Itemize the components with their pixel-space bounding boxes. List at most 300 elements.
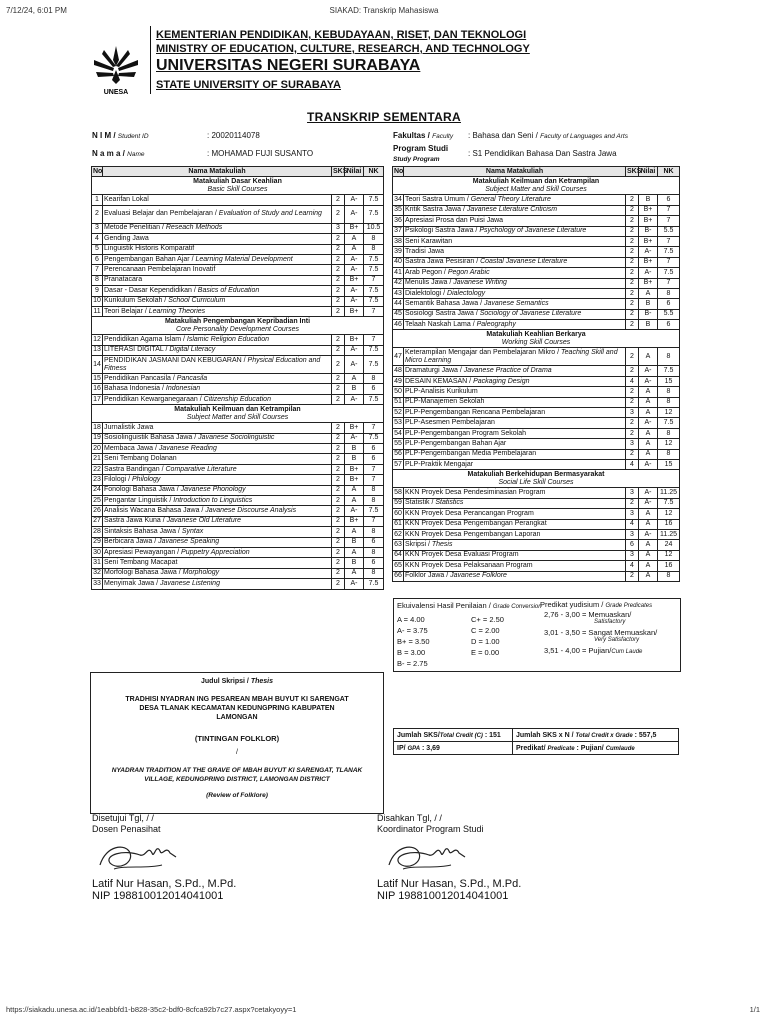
course-row — [393, 387, 680, 397]
course-grade: A- — [639, 376, 658, 386]
course-grade: B- — [639, 226, 658, 236]
course-name: KKN Proyek Desa Pelaksanaan Program — [404, 561, 626, 571]
course-sks: 3 — [332, 223, 345, 233]
course-grade: A — [345, 568, 364, 578]
grade-conversion-item: A- = 3.75 — [397, 626, 428, 635]
course-no: 50 — [393, 387, 404, 397]
course-name: Sastra Jawa Pesisiran / Coastal Javanese Literature — [404, 257, 626, 267]
predicate-label: = Memuaskan/ — [581, 610, 632, 619]
predicate-label: = Sangat Memuaskan/ — [581, 628, 658, 637]
course-name: PLP-Praktik Mengajar — [404, 459, 626, 469]
course-no: 28 — [92, 527, 103, 537]
course-sks: 2 — [332, 495, 345, 505]
course-row — [92, 254, 384, 264]
equivalence-col1 — [397, 614, 430, 669]
course-nk: 12 — [658, 550, 680, 560]
course-grade: A — [639, 397, 658, 407]
course-nk: 16 — [658, 519, 680, 529]
course-nk: 12 — [658, 439, 680, 449]
course-sks: 2 — [626, 366, 639, 376]
course-no: 43 — [393, 288, 404, 298]
course-row — [92, 495, 384, 505]
course-nk: 7 — [658, 257, 680, 267]
course-nk: 8 — [658, 397, 680, 407]
course-name: Pendidikan Kewarganegaraan / Citizenship Education — [103, 394, 332, 404]
thesis-label: Judul Skripsi / Thesis — [201, 678, 273, 685]
course-row — [393, 268, 680, 278]
course-sks: 2 — [626, 498, 639, 508]
course-no: 62 — [393, 529, 404, 539]
course-no: 20 — [92, 444, 103, 454]
course-nk: 7.5 — [364, 205, 384, 223]
course-grade: A- — [345, 195, 364, 205]
course-sks: 2 — [332, 568, 345, 578]
course-sks: 2 — [626, 236, 639, 246]
course-no: 15 — [92, 374, 103, 384]
course-no: 38 — [393, 236, 404, 246]
course-row — [92, 234, 384, 244]
course-grade: A — [345, 234, 364, 244]
coordinator-role: Koordinator Program Studi — [377, 824, 484, 834]
gpa-cell: IP/ GPA : 3,69 — [394, 742, 513, 755]
course-nk: 7.5 — [364, 356, 384, 374]
course-name: Arab Pegon / Pegon Arabic — [404, 268, 626, 278]
course-sks: 2 — [332, 475, 345, 485]
course-row — [92, 423, 384, 433]
course-name: PLP-Asesmen Pembelajaran — [404, 418, 626, 428]
course-sks: 3 — [626, 408, 639, 418]
faculty-label: Fakultas / Faculty — [393, 131, 454, 140]
course-grade: A — [345, 527, 364, 537]
course-grade: A — [345, 485, 364, 495]
equivalence-col2 — [471, 614, 504, 658]
course-name: Dasar - Dasar Kependidikan / Basics of Education — [103, 286, 332, 296]
course-row — [92, 464, 384, 474]
course-no: 17 — [92, 394, 103, 404]
course-no: 41 — [393, 268, 404, 278]
course-grade: B — [639, 299, 658, 309]
predicate-label: = Pujian/ — [581, 646, 612, 655]
table-header-row — [393, 167, 680, 177]
course-row — [393, 348, 680, 366]
course-no: 18 — [92, 423, 103, 433]
header-col-no: No — [92, 167, 103, 177]
course-name: Menyimak Jawa / Javanese Listening — [103, 579, 332, 589]
course-sks: 2 — [626, 320, 639, 330]
course-sks: 2 — [332, 345, 345, 355]
course-nk: 7 — [364, 335, 384, 345]
course-name: Apresiasi Pewayangan / Puppetry Appreciation — [103, 547, 332, 557]
course-row — [92, 433, 384, 443]
course-grade: B+ — [639, 236, 658, 246]
course-sks: 4 — [626, 561, 639, 571]
course-name: Kurikulum Sekolah / School Curriculum — [103, 296, 332, 306]
course-name: Pengembangan Bahan Ajar / Learning Material Development — [103, 254, 332, 264]
course-grade: A- — [345, 579, 364, 589]
course-row — [92, 506, 384, 516]
course-no: 58 — [393, 488, 404, 498]
course-row — [92, 195, 384, 205]
course-grade: B — [639, 195, 658, 205]
course-sks: 2 — [332, 335, 345, 345]
program-label: Program Studi Study Program — [393, 144, 449, 163]
course-nk: 7.5 — [364, 345, 384, 355]
course-name: PLP-Analisis Kurikulum — [404, 387, 626, 397]
course-nk: 7 — [364, 516, 384, 526]
course-sks: 2 — [332, 547, 345, 557]
coordinator-signature-mark — [385, 835, 475, 875]
course-sks: 2 — [626, 387, 639, 397]
course-row — [393, 288, 680, 298]
course-no: 1 — [92, 195, 103, 205]
course-nk: 24 — [658, 540, 680, 550]
course-no: 11 — [92, 306, 103, 316]
total-credit-grade-cell: Jumlah SKS x N / Total Credit x Grade : 557,5 — [513, 729, 679, 742]
course-no: 32 — [92, 568, 103, 578]
thesis-title-en: NYADRAN TRADITION AT THE GRAVE OF MBAH BUYUT KI SARENGAT, TLANAK VILLAGE, KEDUNGPRING DISTRICT, LAMONGAN DISTRICT — [111, 767, 363, 783]
totals-table — [393, 728, 679, 755]
course-name: Kearifan Lokal — [103, 195, 332, 205]
section-title — [92, 177, 384, 195]
course-row — [393, 449, 680, 459]
course-row — [393, 540, 680, 550]
course-row — [393, 366, 680, 376]
predicate-range: 3,01 - 3,50 — [544, 628, 582, 637]
course-row — [393, 247, 680, 257]
grade-conversion-item: B+ = 3.50 — [397, 637, 430, 646]
course-name: DESAIN KEMASAN / Packaging Design — [404, 376, 626, 386]
section-title-en: Working Skill Courses — [501, 338, 571, 346]
course-name: KKN Proyek Desa Perancangan Program — [404, 509, 626, 519]
svg-text:UNESA: UNESA — [103, 89, 129, 96]
section-title-id: Matakuliah Dasar Keahlian — [193, 177, 282, 185]
course-grade: A — [639, 449, 658, 459]
course-nk: 7 — [364, 275, 384, 285]
course-name: Semantik Bahasa Jawa / Javanese Semantics — [404, 299, 626, 309]
grade-conversion-item: C+ = 2.50 — [471, 615, 504, 624]
course-sks: 2 — [626, 397, 639, 407]
course-row — [92, 384, 384, 394]
course-name: PLP-Pengembangan Media Pembelajaran — [404, 449, 626, 459]
course-no: 29 — [92, 537, 103, 547]
course-name: Linguistik Historis Komparatif — [103, 244, 332, 254]
institution-header — [156, 28, 530, 92]
course-row — [393, 278, 680, 288]
course-grade: B — [345, 454, 364, 464]
course-nk: 7 — [364, 464, 384, 474]
header-col-nk: NK — [658, 167, 680, 177]
course-sks: 2 — [332, 296, 345, 306]
course-nk: 8 — [658, 348, 680, 366]
advisor-role: Dosen Penasihat — [92, 824, 161, 834]
section-title-id: Matakuliah Pengembangan Kepribadian Inti — [164, 317, 311, 325]
signature-advisor — [92, 813, 292, 902]
course-name: Teori Sastra Umum / General Theory Literature — [404, 195, 626, 205]
course-no: 47 — [393, 348, 404, 366]
course-sks: 2 — [626, 278, 639, 288]
section-title — [393, 470, 680, 488]
course-name: Pranatacara — [103, 275, 332, 285]
course-grade: A- — [639, 268, 658, 278]
course-no: 10 — [92, 296, 103, 306]
course-grade: A- — [639, 498, 658, 508]
course-name: Berbicara Jawa / Javanese Speaking — [103, 537, 332, 547]
course-no: 37 — [393, 226, 404, 236]
course-sks: 2 — [332, 234, 345, 244]
university-name-id: UNIVERSITAS NEGERI SURABAYA — [156, 57, 421, 74]
course-row — [393, 509, 680, 519]
course-no: 53 — [393, 418, 404, 428]
course-grade: A- — [345, 433, 364, 443]
course-row — [92, 394, 384, 404]
course-no: 5 — [92, 244, 103, 254]
print-timestamp: 7/12/24, 6:01 PM — [6, 6, 67, 15]
course-no: 65 — [393, 561, 404, 571]
course-name: Bahasa Indonesia / Indonesian — [103, 384, 332, 394]
header-col-no: No — [393, 167, 404, 177]
course-no: 45 — [393, 309, 404, 319]
course-row — [393, 299, 680, 309]
course-row — [92, 579, 384, 589]
course-name: Metode Penelitian / Reseach Methods — [103, 223, 332, 233]
course-row — [92, 527, 384, 537]
course-name: Folklor Jawa / Javanese Folklore — [404, 571, 626, 581]
thesis-sub-en: (Review of Folklore) — [206, 792, 268, 799]
course-row — [393, 376, 680, 386]
course-no: 55 — [393, 439, 404, 449]
course-nk: 12 — [658, 509, 680, 519]
course-no: 61 — [393, 519, 404, 529]
course-grade: A — [345, 374, 364, 384]
course-grade: A — [639, 428, 658, 438]
course-grade: B+ — [345, 423, 364, 433]
course-nk: 7 — [364, 423, 384, 433]
course-grade: A- — [345, 394, 364, 404]
course-no: 23 — [92, 475, 103, 485]
section-title-id: Matakuliah Keilmuan dan Ketrampilan — [472, 177, 600, 185]
course-grade: B+ — [345, 475, 364, 485]
course-grade: B — [639, 320, 658, 330]
course-no: 46 — [393, 320, 404, 330]
course-grade: B+ — [345, 306, 364, 316]
course-grade: A- — [345, 356, 364, 374]
course-sks: 2 — [626, 348, 639, 366]
course-grade: A — [639, 408, 658, 418]
section-title-en: Basic Skill Courses — [207, 185, 268, 193]
course-row — [92, 306, 384, 316]
course-grade: A- — [639, 418, 658, 428]
course-no: 34 — [393, 195, 404, 205]
name-label: N a m a / Name — [92, 149, 145, 158]
section-row — [92, 405, 384, 423]
signature-coordinator — [377, 813, 597, 902]
course-name: Filologi / Philology — [103, 475, 332, 485]
course-nk: 8 — [364, 244, 384, 254]
course-no: 4 — [92, 234, 103, 244]
course-no: 49 — [393, 376, 404, 386]
predicate-range: 3,51 - 4,00 — [544, 646, 582, 655]
course-nk: 8 — [658, 387, 680, 397]
course-name: Dramaturgi Jawa / Javanese Practice of Drama — [404, 366, 626, 376]
course-name: Sosiologi Sastra Jawa / Sociology of Javanese Literature — [404, 309, 626, 319]
header-col-sks: SKS — [626, 167, 639, 177]
course-name: Pengantar Linguistik / Introduction to Linguistics — [103, 495, 332, 505]
course-name: Sintaksis Bahasa Jawa / Syntax — [103, 527, 332, 537]
coordinator-name: Latif Nur Hasan, S.Pd., M.Pd. — [377, 878, 522, 890]
course-nk: 5.5 — [658, 226, 680, 236]
course-name: Statistik / Statistics — [404, 498, 626, 508]
section-title — [393, 177, 680, 195]
course-nk: 10.5 — [364, 223, 384, 233]
course-name: Tradisi Jawa — [404, 247, 626, 257]
course-no: 22 — [92, 464, 103, 474]
course-row — [92, 374, 384, 384]
course-grade: B+ — [639, 257, 658, 267]
course-row — [92, 275, 384, 285]
course-grade: A- — [345, 286, 364, 296]
course-grade: B+ — [639, 216, 658, 226]
course-grade: A — [639, 519, 658, 529]
thesis-title-id: TRADHISI NYADRAN ING PESAREAN MBAH BUYUT KI SARENGAT DESA TLANAK KECAMATAN KEDUNGPRING KABUPATEN LAMONGAN — [125, 696, 349, 721]
course-sks: 4 — [626, 519, 639, 529]
course-sks: 3 — [626, 488, 639, 498]
course-sks: 2 — [332, 275, 345, 285]
program-value: : S1 Pendidikan Bahasa Dan Sastra Jawa — [468, 149, 617, 158]
course-nk: 6 — [364, 558, 384, 568]
predicate-en: Cum Laude — [611, 649, 643, 655]
section-title — [92, 317, 384, 335]
course-no: 16 — [92, 384, 103, 394]
course-name: PENDIDIKAN JASMANI DAN KEBUGARAN / Physical Education and Fitness — [103, 356, 332, 374]
course-grade: A- — [639, 459, 658, 469]
course-name: Seni Tembang Macapat — [103, 558, 332, 568]
course-grade: B- — [639, 309, 658, 319]
total-credit-cell: Jumlah SKS/Total Credit (C) : 151 — [394, 729, 513, 742]
course-sks: 2 — [332, 579, 345, 589]
header-col-nilai: Nilai — [639, 167, 658, 177]
course-grade: A- — [345, 254, 364, 264]
grades-table-right — [392, 166, 680, 582]
course-no: 59 — [393, 498, 404, 508]
course-name: KKN Proyek Desa Pendesiminasian Program — [404, 488, 626, 498]
course-name: Kritik Sastra Jawa / Javanese Literature Criticism — [404, 205, 626, 215]
course-grade: B+ — [345, 516, 364, 526]
course-no: 52 — [393, 408, 404, 418]
course-no: 33 — [92, 579, 103, 589]
course-nk: 7 — [658, 278, 680, 288]
course-row — [92, 244, 384, 254]
document-title: TRANSKRIP SEMENTARA — [307, 110, 461, 124]
course-name: Jurnalistik Jawa — [103, 423, 332, 433]
course-nk: 7.5 — [364, 433, 384, 443]
course-no: 40 — [393, 257, 404, 267]
course-nk: 7.5 — [658, 268, 680, 278]
course-no: 19 — [92, 433, 103, 443]
course-no: 36 — [393, 216, 404, 226]
course-sks: 2 — [332, 356, 345, 374]
course-no: 25 — [92, 495, 103, 505]
course-row — [393, 408, 680, 418]
course-nk: 6 — [658, 299, 680, 309]
header-col-nilai: Nilai — [345, 167, 364, 177]
predicate-en: Satisfactory — [594, 619, 626, 625]
course-nk: 11.25 — [658, 529, 680, 539]
course-sks: 2 — [626, 309, 639, 319]
course-sks: 2 — [332, 527, 345, 537]
course-sks: 2 — [332, 244, 345, 254]
course-sks: 6 — [626, 540, 639, 550]
course-grade: A- — [345, 205, 364, 223]
course-no: 31 — [92, 558, 103, 568]
header-divider — [150, 26, 151, 94]
course-sks: 4 — [626, 459, 639, 469]
course-no: 39 — [393, 247, 404, 257]
course-grade: A — [639, 540, 658, 550]
section-row — [393, 470, 680, 488]
course-grade: B — [345, 384, 364, 394]
course-sks: 2 — [332, 205, 345, 223]
course-name: Evaluasi Belajar dan Pembelajaran / Evaluation of Study and Learning — [103, 205, 332, 223]
unesa-logo — [88, 40, 144, 98]
course-grade: B — [345, 444, 364, 454]
course-no: 13 — [92, 345, 103, 355]
course-nk: 8 — [658, 571, 680, 581]
course-sks: 2 — [332, 558, 345, 568]
course-row — [393, 309, 680, 319]
course-name: Gending Jawa — [103, 234, 332, 244]
advisor-nip: NIP 198810012014041001 — [92, 890, 224, 902]
section-row — [92, 317, 384, 335]
course-no: 12 — [92, 335, 103, 345]
course-row — [92, 205, 384, 223]
course-no: 30 — [92, 547, 103, 557]
course-row — [92, 223, 384, 233]
section-title-en: Subject Matter and Skill Courses — [485, 185, 587, 193]
course-no: 51 — [393, 397, 404, 407]
course-nk: 7.5 — [658, 418, 680, 428]
print-page-title: SIAKAD: Transkrip Mahasiswa — [329, 6, 439, 15]
course-name: Membaca Jawa / Javanese Reading — [103, 444, 332, 454]
course-name: Sosiolinguistik Bahasa Jawa / Javanese Sociolinguistic — [103, 433, 332, 443]
course-sks: 2 — [332, 506, 345, 516]
course-sks: 2 — [332, 464, 345, 474]
course-row — [92, 444, 384, 454]
course-name: PLP-Manajemen Sekolah — [404, 397, 626, 407]
course-grade: A- — [345, 506, 364, 516]
header-col-name: Nama Matakuliah — [103, 167, 332, 177]
university-name-en: STATE UNIVERSITY OF SURABAYA — [156, 79, 341, 91]
course-name: Skripsi / Thesis — [404, 540, 626, 550]
course-sks: 2 — [332, 286, 345, 296]
section-title-en: Core Personality Development Courses — [176, 325, 299, 333]
table-header-row — [92, 167, 384, 177]
course-nk: 7.5 — [364, 254, 384, 264]
course-name: Analisis Wacana Bahasa Jawa / Javanese Discourse Analysis — [103, 506, 332, 516]
section-title — [92, 405, 384, 423]
course-row — [393, 226, 680, 236]
course-name: Telaah Naskah Lama / Paleography — [404, 320, 626, 330]
course-row — [393, 195, 680, 205]
nim-label: N I M / Student ID — [92, 131, 149, 140]
course-name: KKN Proyek Desa Pengembangan Perangkat — [404, 519, 626, 529]
course-name: Perencanaan Pembelajaran Inovatif — [103, 265, 332, 275]
course-sks: 3 — [626, 439, 639, 449]
course-sks: 2 — [332, 265, 345, 275]
course-sks: 2 — [626, 428, 639, 438]
course-grade: A — [639, 387, 658, 397]
course-nk: 7 — [658, 236, 680, 246]
thesis-sub-id: (TINTINGAN FOLKLOR) — [194, 734, 280, 743]
